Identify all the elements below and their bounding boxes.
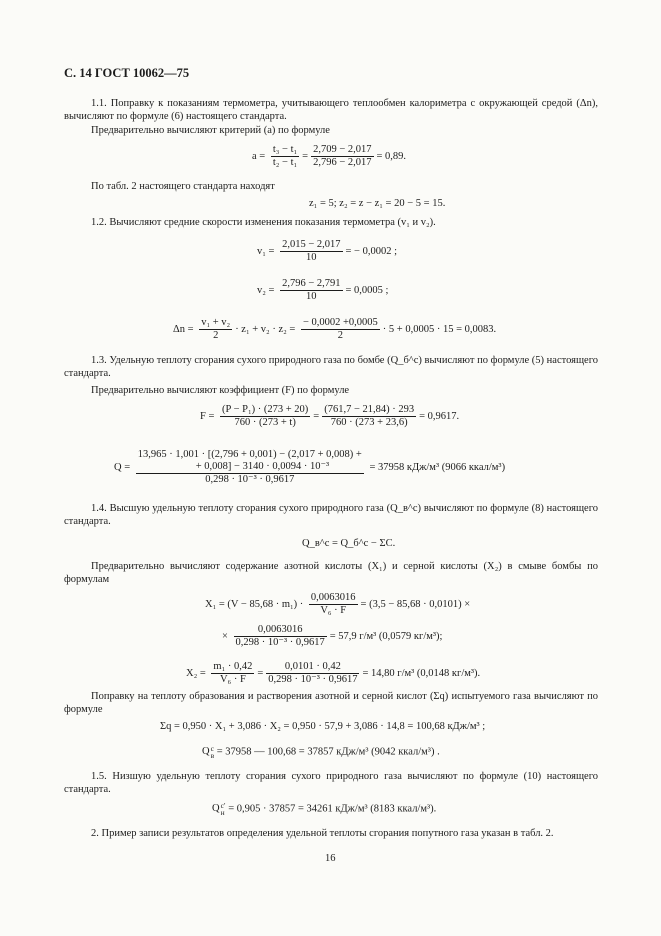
denominator: 0,298 · 10⁻³ · 0,9617 bbox=[205, 474, 295, 485]
formula-dn-result: · 5 + 0,0005 · 15 = 0,0083. bbox=[382, 323, 497, 335]
numerator: v₁ + v₂ bbox=[201, 317, 231, 328]
formula-dn-frac2 bbox=[301, 317, 380, 342]
formula-v1-frac bbox=[280, 239, 342, 264]
paragraph-1-2: 1.2. Вычисляют средние скорости изменения показания термометра (v₁ и v₂). bbox=[91, 217, 436, 228]
formula-Qb bbox=[114, 449, 505, 486]
paragraph-1-1: 1.1. Поправку к показаниям термометра, учитывающего теплообмен калориметра с окружающей средой (Δn), вычисляют по формуле (6) настоящего стандарта. bbox=[64, 98, 598, 122]
numerator-line1: 13,965 · 1,001 · [(2,796 + 0,001) − (2,017 + 0,008) + bbox=[137, 449, 362, 460]
formula-Qv2-expr: = 37958 — 100,68 = 37857 кДж/м³ (9042 ккал/м³) . bbox=[216, 746, 440, 758]
formula-X1b-lhs: × bbox=[222, 630, 228, 642]
formula-X2-frac2 bbox=[266, 661, 359, 686]
formula-Qv2 bbox=[202, 745, 440, 759]
numerator bbox=[136, 449, 364, 474]
page-header: С. 14 ГОСТ 10062—75 bbox=[64, 66, 190, 80]
numerator: (P − P₁) · (273 + 20) bbox=[222, 404, 309, 415]
numerator: 2,796 − 2,791 bbox=[282, 278, 341, 289]
paragraph-1-3b: Предварительно вычисляют коэффициент (F) по формуле bbox=[91, 385, 350, 396]
formula-X2: X₂ = $\frac{\text{m₁ · 0,42}}{\text{V₆ · F}}$ = $\frac{0,0101 \cdot 0,42}{\text{0,298 · 10⁻³ · 0,9617}}$ = 14,80 г/м³ (0,0148 кг/м³). bbox=[186, 661, 481, 685]
paragraph-1-5: 1.5. Низшую удельную теплоту сгорания сухого природного газа вычисляют по формуле (10) настоящего стандарта. bbox=[64, 771, 598, 795]
formula-dn bbox=[173, 317, 496, 342]
formula-a-result: = 0,89. bbox=[376, 150, 407, 162]
denominator: 10 bbox=[306, 291, 317, 302]
formula-dn-lhs: Δn = bbox=[173, 323, 194, 335]
Qn-symbol: Q с′ н bbox=[212, 801, 226, 817]
Qv-symbol: Q с в bbox=[202, 744, 215, 760]
formula-v2 bbox=[257, 278, 388, 303]
formula-Qv: Q_в^с = Q_б^с − ΣC. bbox=[302, 538, 396, 549]
page-number: 16 bbox=[325, 853, 336, 864]
numerator: m₁ · 0,42 bbox=[213, 661, 253, 672]
formula-Qn-expr: = 0,905 · 37857 = 34261 кДж/м³ (8183 ккал/м³). bbox=[228, 803, 437, 815]
formula-F-frac1 bbox=[220, 404, 310, 429]
formula-F-result: = 0,9617. bbox=[419, 410, 460, 422]
numerator: 2,709 − 2,017 bbox=[313, 144, 372, 155]
numerator: 0,0063016 bbox=[310, 592, 356, 603]
numerator-line2: + 0,008] − 3140 · 0,0094 · 10⁻³ bbox=[195, 461, 330, 472]
numerator: 0,0063016 bbox=[234, 624, 327, 637]
formula-Qn bbox=[212, 802, 436, 816]
formula-X1a-result: = (3,5 − 85,68 · 0,0101) × bbox=[360, 598, 471, 610]
formula-X1a-frac bbox=[309, 592, 358, 617]
formula-X1a-lhs: X₁ = (V − 85,68 · m₁) · bbox=[205, 598, 304, 610]
formula-v2-result: = 0,0005 ; bbox=[345, 284, 389, 296]
formula-Qb-frac bbox=[136, 449, 364, 486]
denominator: 0,298 · 10⁻³ · 0,9617 bbox=[268, 674, 358, 685]
formula-X1b-frac bbox=[234, 624, 327, 649]
paragraph-1-3: 1.3. Удельную теплоту сгорания сухого природного газа по бомбе (Q_б^с) вычисляют по формуле (5) настоящего стандарта. bbox=[64, 355, 598, 379]
denominator: t₂ − t₁ bbox=[272, 157, 298, 168]
formula-dn-frac1 bbox=[199, 317, 232, 342]
formula-dn-mid: · z₁ + v₂ · z₂ = bbox=[235, 323, 296, 335]
formula-a-frac2 bbox=[311, 144, 373, 169]
denominator: 10 bbox=[306, 252, 317, 263]
denominator: V₆ · F bbox=[320, 605, 347, 616]
numerator: 2,015 − 2,017 bbox=[282, 239, 341, 250]
formula-v2-lhs: v₂ = bbox=[257, 284, 275, 296]
paragraph-correction: Поправку на теплоту образования и растворения азотной и серной кислот (Σq) испытуемого газа вычисляют по формуле bbox=[64, 691, 598, 715]
formula-Qb-lhs: Q = bbox=[114, 461, 131, 473]
formula-v1-lhs: v₁ = bbox=[257, 245, 275, 257]
numerator: (761,7 − 21,84) · 293 bbox=[324, 404, 415, 415]
numerator: t₃ − t₁ bbox=[272, 144, 298, 155]
formula-v2-frac bbox=[280, 278, 342, 303]
formula-Qb-result: = 37958 кДж/м³ (9066 ккал/м³) bbox=[369, 461, 506, 473]
denominator: 2 bbox=[213, 330, 219, 341]
formula-X2-lhs: X₂ = bbox=[186, 667, 206, 679]
formula-X1b-result: = 57,9 г/м³ (0,0579 кг/м³); bbox=[329, 630, 443, 642]
formula-X2-frac1 bbox=[211, 661, 254, 686]
numerator: − 0,0002 +0,0005 bbox=[302, 317, 378, 328]
formula-v1 bbox=[257, 239, 397, 264]
formula-sigma-q: Σq = 0,950 · X₁ + 3,086 · X₂ = 0,950 · 57,9 + 3,086 · 14,8 = 100,68 кДж/м³ ; bbox=[160, 721, 486, 732]
formula-a-lhs: a = bbox=[252, 150, 266, 162]
formula-X1b bbox=[222, 624, 442, 649]
paragraph-table2: По табл. 2 настоящего стандарта находят bbox=[91, 181, 275, 192]
formula-z: z₁ = 5; z₂ = z − z₁ = 20 − 5 = 15. bbox=[309, 198, 446, 209]
formula-F-lhs: F = bbox=[200, 410, 215, 422]
denominator: 2 bbox=[337, 330, 343, 341]
denominator: V₆ · F bbox=[219, 674, 246, 685]
formula-F: F = $\frac{\text{(P − P₁) · (273 + 20)}}{760 \cdot (273 + t)}$ = $\frac{(761,7 - 21,84) \cdot 293}{760 \cdot (273 + 23,6)}$ = 0,9617. bbox=[200, 404, 460, 428]
formula-v1-result: = − 0,0002 ; bbox=[345, 245, 398, 257]
formula-F-frac2 bbox=[322, 404, 416, 429]
numerator: 0,0101 · 0,42 bbox=[266, 661, 359, 674]
formula-a-frac1 bbox=[271, 144, 299, 169]
denominator: 0,298 · 10⁻³ · 0,9617 bbox=[235, 637, 325, 648]
denominator: 760 · (273 + t) bbox=[234, 417, 296, 428]
paragraph-2: 2. Пример записи результатов определения удельной теплоты сгорания попутного газа указан в табл. 2. bbox=[91, 828, 554, 839]
paragraph-1-1b: Предварительно вычисляют критерий (a) по формуле bbox=[91, 125, 330, 136]
formula-X1a bbox=[205, 592, 470, 617]
denominator: 2,796 − 2,017 bbox=[313, 157, 372, 168]
paragraph-1-4: 1.4. Высшую удельную теплоту сгорания сухого природного газа (Q_в^с) вычисляют по формуле (8) настоящего стандарта. bbox=[64, 503, 598, 527]
formula-X2-result: = 14,80 г/м³ (0,0148 кг/м³). bbox=[362, 667, 481, 679]
paragraph-1-4b: Предварительно вычисляют содержание азотной кислоты (X₁) и серной кислоты (X₂) в смыве бомбы по формулам bbox=[64, 561, 598, 585]
denominator: 760 · (273 + 23,6) bbox=[330, 417, 408, 428]
formula-a: a = $\frac{\text{t₃ − t₁}}{\text{t₂ − t₁}}$ = $\frac{2,709 - 2,017}{2,796 - 2,017}$ = 0,89. bbox=[252, 144, 407, 168]
